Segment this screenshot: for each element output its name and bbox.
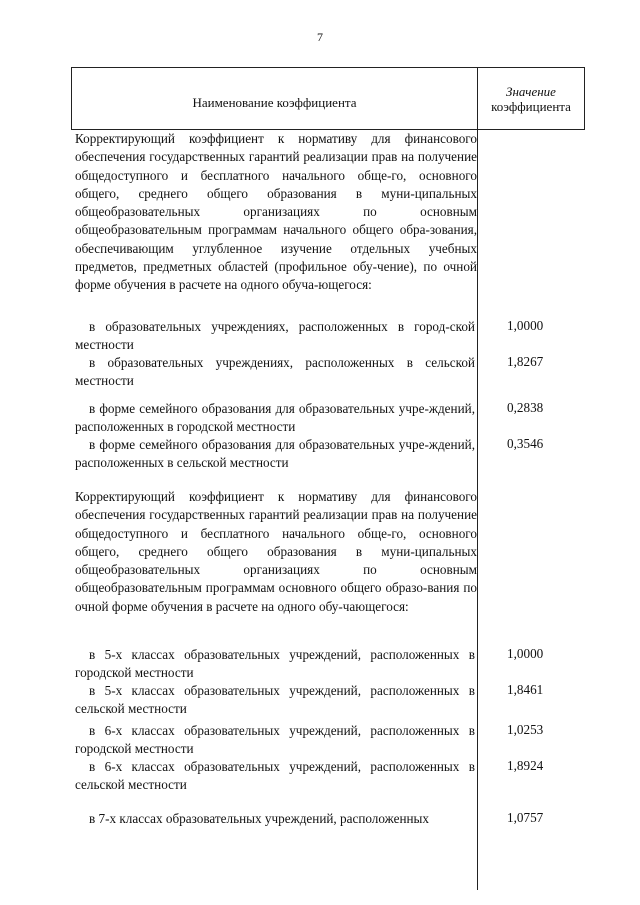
section2-title: Корректирующий коэффициент к нормативу для финансового обеспечения государственных гарантий реализации прав на получение общедоступного и бесплатного начального обще-го, основного общего, среднего общего образования в муни-ципальных общеобразовательных организациях по основным общеобразовательным программам основного общего образо-вания по очной форме обучения в расчете на одного обу-чающегося: [75,489,477,614]
section2-item-1-value: 1,0000 [507,646,544,661]
section1-item-4-value: 0,3546 [507,436,544,451]
coefficient-table [71,67,585,826]
column-divider [477,130,478,890]
section1-item-3-label: в форме семейного образования для образовательных учре-ждений, расположенных в городской местности [75,401,475,434]
section1-item-1-value: 1,0000 [507,318,544,333]
header-value-line2: коэффициента [491,98,571,114]
page-number: 7 [317,30,323,44]
section2-item-5-label: в 7-х классах образовательных учреждений, расположенных [89,811,430,826]
section1-item-1-label: в образовательных учреждениях, расположенных в город-ской местности [75,319,475,352]
section2-item-1-label: в 5-х классах образовательных учреждений, расположенных в городской местности [75,647,475,680]
table-header [71,67,585,130]
section2-item-4-label: в 6-х классах образовательных учреждений, расположенных в сельской местности [75,759,475,792]
header-name-column: Наименование коэффициента [72,68,478,129]
section1-item-2-value: 1,8267 [507,354,544,369]
section2-item-2-value: 1,8461 [507,682,544,697]
section1-item-4-label: в форме семейного образования для образовательных учре-ждений, расположенных в сельской местности [75,437,475,470]
section1-item-2-label: в образовательных учреждениях, расположенных в сельской местности [75,355,475,388]
section2-item-5-value: 1,0757 [507,810,544,825]
section2-item-4-value: 1,8924 [507,758,544,773]
section2-item-3-value: 1,0253 [507,722,544,737]
header-value-line1: Значение [506,83,556,99]
header-value-column [478,68,584,129]
section1-title: Корректирующий коэффициент к нормативу для финансового обеспечения государственных гарантий реализации прав на получение общедоступного и бесплатного начального обще-го, основного общего, среднего общего образования в муни-ципальных общеобразовательных организациях по основным общеобразовательным программам начального общего обра-зования, обеспечивающим углубленное изучение отдельных учебных предметов, предметных областей (профильное обу-чение), по очной форме обучения в расчете на одного обуча-ющегося: [75,131,477,293]
section2-item-3-label: в 6-х классах образовательных учреждений, расположенных в городской местности [75,723,475,756]
section2-item-2-label: в 5-х классах образовательных учреждений, расположенных в сельской местности [75,683,475,716]
section1-item-3-value: 0,2838 [507,400,544,415]
